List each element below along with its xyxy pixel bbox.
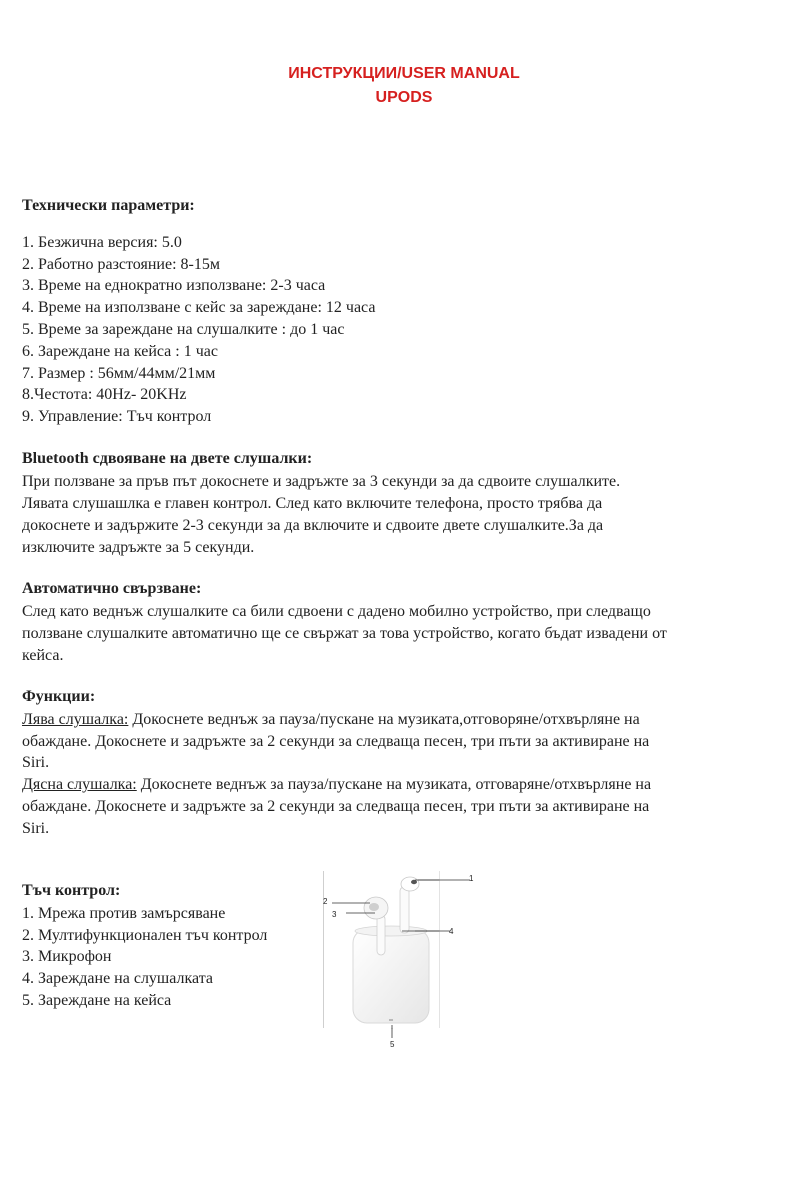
callout-number: 4 [449, 927, 454, 936]
auto-line: кейса. [22, 647, 64, 664]
spec-item: 8.Честота: 40Hz- 20KHz [22, 386, 187, 403]
callout-number: 2 [323, 897, 328, 906]
pairing-line: Лявата слушашлка е главен контрол. След като включите телефона, просто трябва да [22, 495, 603, 512]
callout-leader-5 [390, 1025, 394, 1039]
auto-heading: Автоматично свързване: [22, 580, 202, 597]
spec-item: 2. Работно разстояние: 8-15м [22, 256, 220, 273]
title-line-1: ИНСТРУКЦИИ/USER MANUAL [288, 65, 520, 82]
left-earbud-text: Докоснете веднъж за пауза/пускане на музиката,отговоряне/отхвърляне на [128, 711, 640, 728]
pairing-line: докоснете и задържите 2-3 секунди за да включите и сдвоите двете слушалките.За да [22, 517, 604, 534]
functions-heading: Функции: [22, 688, 96, 705]
left-earbud-line: Siri. [22, 754, 50, 771]
touch-item: 2. Мултифункционален тъч контрол [22, 927, 268, 944]
callout-number: 5 [390, 1040, 395, 1049]
pairing-heading: Bluetooth сдвояване на двете слушалки: [22, 450, 313, 467]
auto-line: ползване слушалките автоматично ще се свържат за това устройство, когато бъдат извадени от [22, 625, 667, 642]
spec-item: 1. Безжична версия: 5.0 [22, 234, 182, 251]
spec-item: 9. Управление: Тъч контрол [22, 408, 212, 425]
spec-item: 6. Зареждане на кейса : 1 час [22, 343, 218, 360]
title-line-2: UPODS [375, 89, 433, 106]
right-earbud-label: Дясна слушалка: [22, 776, 137, 793]
right-earbud-line [22, 774, 651, 796]
right-earbud-line: обаждане. Докоснете и задръжте за 2 секунди за следваща песен, три пъти за активиране на [22, 798, 650, 815]
spec-item: 4. Време на използване с кейс за зареждане: 12 часа [22, 299, 376, 316]
left-earbud-line [22, 709, 640, 731]
right-earbud-line: Siri. [22, 820, 50, 837]
touch-item: 4. Зареждане на слушалката [22, 970, 213, 987]
touch-item: 5. Зареждане на кейса [22, 992, 172, 1009]
callout-leaders [415, 876, 475, 946]
callout-number: 3 [332, 910, 337, 919]
pairing-line: При ползване за пръв път докоснете и задръжте за 3 секунди за да сдвоите слушалките. [22, 473, 621, 490]
touch-heading: Тъч контрол: [22, 882, 121, 899]
spec-item: 7. Размер : 56мм/44мм/21мм [22, 365, 216, 382]
callout-number: 1 [469, 874, 474, 883]
specs-heading: Технически параметри: [22, 197, 195, 214]
document-title [0, 62, 808, 110]
auto-line: След като веднъж слушалките са били сдвоени с дадено мобилно устройство, при следващо [22, 603, 651, 620]
left-earbud-label: Лява слушалка: [22, 711, 129, 728]
spec-item: 5. Време за зареждане на слушалките : до 1 час [22, 321, 345, 338]
right-earbud-text: Докоснете веднъж за пауза/пускане на музиката, отговаряне/отхвърляне на [136, 776, 652, 793]
touch-item: 3. Микрофон [22, 948, 112, 965]
touch-item: 1. Мрежа против замърсяване [22, 905, 226, 922]
left-earbud-line: обаждане. Докоснете и задръжте за 2 секунди за следваща песен, три пъти за активиране на [22, 733, 650, 750]
spec-item: 3. Време на еднократно използване: 2-3 часа [22, 277, 326, 294]
pairing-line: изключите задръжте за 5 секунди. [22, 539, 255, 556]
